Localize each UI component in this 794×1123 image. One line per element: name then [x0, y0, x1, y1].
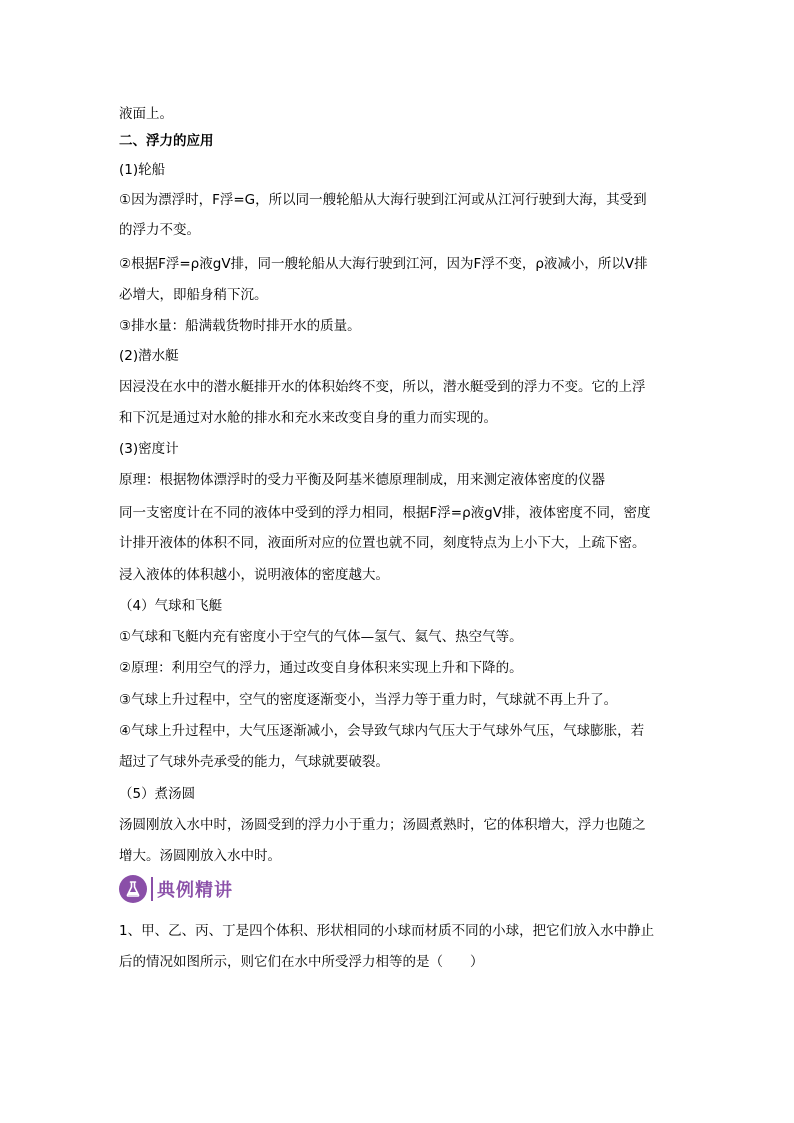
text-line: ③气球上升过程中，空气的密度逐渐变小，当浮力等于重力时，气球就不再上升了。 [119, 692, 618, 708]
text-line: 因浸没在水中的潜水艇排开水的体积始终不变，所以，潜水艇受到的浮力不变。它的上浮 [119, 379, 646, 395]
text-line: ①气球和飞艇内充有密度小于空气的气体—氢气、氦气、热空气等。 [119, 629, 523, 645]
text-line: ④气球上升过程中，大气压逐渐减小，会导致气球内气压大于气球外气压，气球膨胀，若 [119, 723, 645, 739]
text-line: ②根据F浮=ρ液gV排，同一艘轮船从大海行驶到江河，因为F浮不变，ρ液减小，所以V排 [119, 256, 648, 272]
subheading: (2)潜水艇 [119, 348, 179, 364]
text-line: 超过了气球外壳承受的能力，气球就要破裂。 [119, 754, 389, 770]
flask-icon [119, 875, 147, 903]
subheading: （5）煮汤圆 [119, 786, 196, 802]
subheading: （4）气球和飞艇 [119, 598, 223, 614]
text-line: 的浮力不变。 [119, 222, 200, 238]
text-line: 浸入液体的体积越小，说明液体的密度越大。 [119, 567, 389, 583]
text-line: 计排开液体的体积不同，液面所对应的位置也就不同，刻度特点为上小下大，上疏下密。 [119, 535, 646, 551]
text-line: ②原理：利用空气的浮力，通过改变自身体积来实现上升和下降的。 [119, 660, 523, 676]
text-line: 和下沉是通过对水舱的排水和充水来改变自身的重力而实现的。 [119, 410, 497, 426]
text-line: 原理：根据物体漂浮时的受力平衡及阿基米德原理制成，用来测定液体密度的仪器 [119, 472, 605, 488]
text-line: 液面上。 [119, 106, 173, 122]
section-heading: 二、浮力的应用 [119, 133, 214, 149]
text-line: 增大。汤圆刚放入水中时。 [119, 848, 281, 864]
text-line: ①因为漂浮时，F浮=G，所以同一艘轮船从大海行驶到江河或从江河行驶到大海，其受到 [119, 192, 647, 208]
text-line: 汤圆刚放入水中时，汤圆受到的浮力小于重力；汤圆煮熟时，它的体积增大，浮力也随之 [119, 817, 646, 833]
banner-divider [151, 877, 153, 901]
question-line: 后的情况如图所示，则它们在水中所受浮力相等的是（ ） [119, 954, 484, 970]
banner-title: 典例精讲 [157, 880, 233, 901]
subheading: (1)轮船 [119, 162, 166, 178]
text-line: 同一支密度计在不同的液体中受到的浮力相同，根据F浮=ρ液gV排，液体密度不同，密度 [119, 505, 651, 521]
subheading: (3)密度计 [119, 441, 179, 457]
question-line: 1、甲、乙、丙、丁是四个体积、形状相同的小球而材质不同的小球，把它们放入水中静止 [119, 923, 655, 939]
section-banner [119, 874, 233, 904]
text-line: 必增大，即船身稍下沉。 [119, 287, 268, 303]
text-line: ③排水量：船满载货物时排开水的质量。 [119, 318, 361, 334]
